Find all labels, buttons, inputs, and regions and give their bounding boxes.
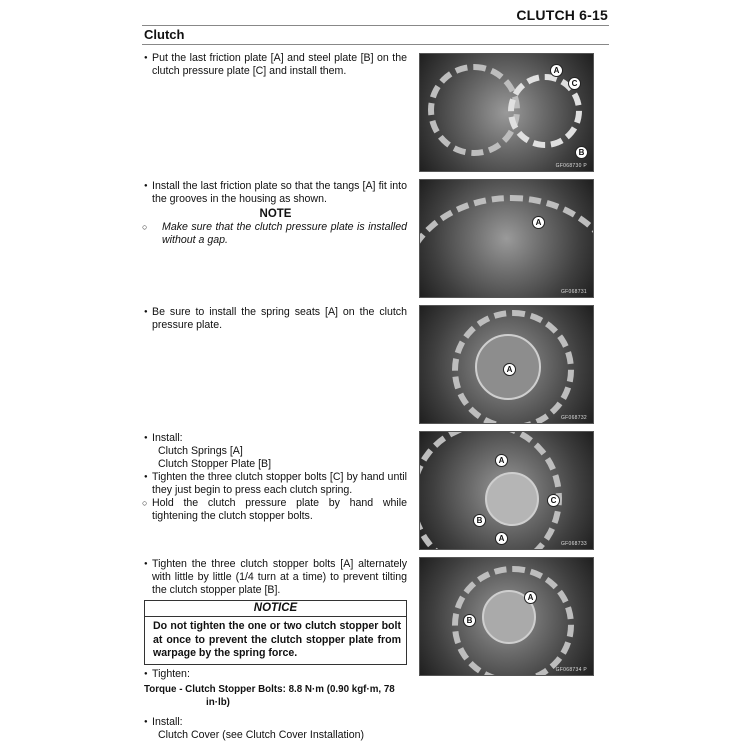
step-8-item-clutch-cover: Clutch Cover (see Clutch Cover Installation) [158,728,365,741]
notice-text: Do not tighten the one or two clutch stopper bolt at once to prevent the clutch stopper plate from warpage by the spring force. [153,620,401,659]
step-1-text: ● Put the last friction plate [A] and steel plate [B] on the clutch pressure plate [C] and install them. [144,52,407,78]
step-4-item-stopper-plate: Clutch Stopper Plate [B] [158,458,272,470]
callout-a: A [503,363,516,376]
figure-5-photo [419,557,594,676]
figure-3-photo [419,305,594,424]
step-1 [144,52,407,78]
note-label: NOTE [259,208,292,220]
step-4-text: ● Install: [144,432,407,445]
figure-id: GF068730 P [555,163,587,169]
step-4-item-springs: Clutch Springs [A] [158,445,243,457]
step-6 [144,558,407,742]
page-header-title: CLUTCH 6-15 [516,7,608,23]
note-text: ○ Make sure that the clutch pressure plate is installed without a gap. [144,221,407,247]
step-5-subnote: ○ Hold the clutch pressure plate by hand while tightening the clutch stopper bolts. [144,497,407,523]
step-4 [144,432,407,523]
step-3 [144,306,407,332]
callout-b: B [575,146,588,159]
notice-label: NOTICE [145,601,406,617]
callout-a: A [524,591,537,604]
callout-c: C [568,77,581,90]
step-5-text: ● Tighten the three clutch stopper bolts [C] by hand until they just begin to press each clutch spring. [144,471,407,497]
figure-4-photo [419,431,594,550]
notice-box [144,600,407,665]
clutch-housing-ring [428,64,520,156]
callout-b: B [463,614,476,627]
section-title: Clutch [144,27,185,42]
step-6-text: ● Tighten the three clutch stopper bolts [A] alternately with little by little (1/4 turn at a time) to prevent tilting the clutch stopper plate [B]. [144,558,407,597]
callout-a: A [550,64,563,77]
step-8-text: ● Install: [144,716,407,729]
torque-line-2: in·lb) [206,696,230,708]
figure-2-photo [419,179,594,298]
step-2-text: ● Install the last friction plate so that the tangs [A] fit into the grooves in the housing as shown. [144,180,407,206]
housing-gear-ring [419,195,594,298]
figure-id: GF068732 [560,415,587,421]
torque-line-1: Torque - Clutch Stopper Bolts: 8.8 N·m (0.90 kgf·m, 78 [144,683,395,695]
callout-a-bottom: A [495,532,508,545]
step-3-text: ● Be sure to install the spring seats [A] on the clutch pressure plate. [144,306,407,332]
section-rule [142,44,609,45]
figure-1-photo [419,53,594,172]
callout-a-top: A [495,454,508,467]
callout-b: B [473,514,486,527]
figure-id: GF068733 [560,541,587,547]
header-rule [142,25,609,26]
callout-c: C [547,494,560,507]
figure-id: GF068734 P [555,667,587,673]
step-2 [144,180,407,247]
torque-spec [144,683,407,709]
callout-a: A [532,216,545,229]
step-7-text: ● Tighten: [144,668,407,681]
stopper-plate [485,472,539,526]
figure-id: GF068731 [560,289,587,295]
